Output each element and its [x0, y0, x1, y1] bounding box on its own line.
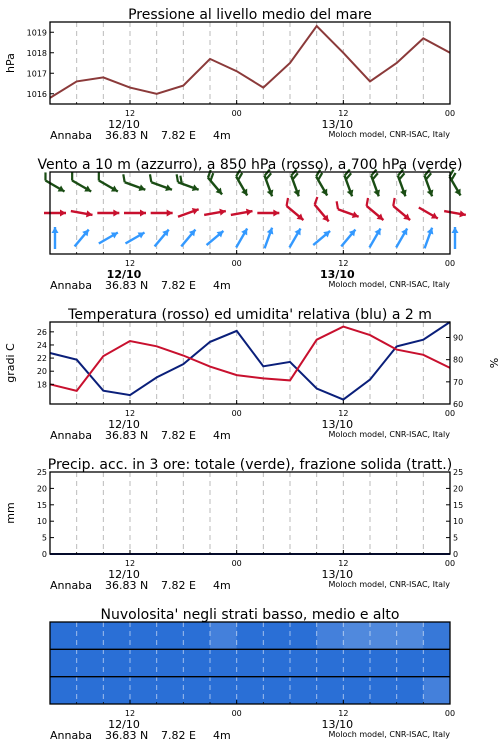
wind-barb: [97, 229, 120, 246]
x-tick-label: 00: [231, 559, 242, 568]
y-tick-label-right: 5: [453, 533, 459, 543]
y-axis-label: hPa: [4, 53, 17, 73]
station-lon: 7.82 E: [161, 129, 196, 142]
station-name: Annaba: [50, 279, 92, 292]
wind-barb: [340, 170, 359, 198]
y-tick-label: 22: [36, 354, 47, 364]
cloud-cell: [397, 649, 424, 677]
barb-head: [273, 210, 279, 217]
cloud-cell: [370, 622, 397, 650]
chart-title: Temperatura (rosso) ed umidita' relativa (blu) a 2 m: [68, 307, 432, 323]
pressure-line: [50, 26, 450, 98]
barb-head: [294, 227, 303, 236]
model-credit: Moloch model, CNR-ISAC, Italy: [328, 580, 450, 589]
station-lon: 7.82 E: [161, 729, 196, 742]
x-tick-label: 00: [231, 259, 242, 268]
model-credit: Moloch model, CNR-ISAC, Italy: [328, 730, 450, 739]
model-credit: Moloch model, CNR-ISAC, Italy: [328, 280, 450, 289]
wind-barb: [311, 228, 332, 248]
y-tick-label: 1019: [26, 28, 47, 38]
cloud-cell: [50, 649, 77, 677]
barb-head: [140, 210, 146, 217]
wind-barb: [309, 197, 334, 224]
barb-head: [431, 212, 440, 221]
station-alt: 4m: [213, 429, 231, 442]
wind-barb: [67, 172, 95, 194]
y-tick-label: 1018: [26, 48, 47, 58]
y-tick-label-right: 25: [453, 468, 464, 477]
station-lat: 36.83 N: [105, 279, 149, 292]
cloud-cell: [237, 649, 264, 677]
cloud-cell: [77, 677, 104, 705]
x-tick-label: 00: [231, 109, 242, 118]
barb-feather: [312, 197, 320, 205]
station-name: Annaba: [50, 129, 92, 142]
barb-head: [84, 185, 93, 194]
x-tick-label: 12: [124, 559, 136, 568]
wind-barb: [204, 208, 227, 219]
x-tick-label: 12: [338, 109, 349, 118]
barb-feather: [42, 172, 49, 180]
wind-barb: [444, 208, 467, 219]
barb-head: [52, 227, 59, 233]
y-tick-label: 1016: [26, 89, 47, 99]
station-alt: 4m: [213, 279, 231, 292]
y-tick-label-right: 20: [453, 484, 464, 494]
wind-barb: [72, 227, 92, 248]
cloud-cell: [290, 677, 317, 705]
x-tick-label: 00: [231, 709, 242, 718]
station-name: Annaba: [50, 729, 92, 742]
station-lon: 7.82 E: [161, 429, 196, 442]
y-tick-label-right: 70: [453, 377, 464, 387]
y-tick-label: 24: [36, 340, 47, 350]
wind-barb: [393, 227, 410, 250]
barb-feather: [148, 174, 154, 182]
wind-barb: [287, 170, 306, 198]
y-tick-label: 5: [41, 533, 47, 543]
wind-barb: [366, 227, 383, 250]
barb-head: [241, 189, 250, 198]
wind-barb: [124, 210, 146, 217]
barb-head: [241, 227, 250, 236]
wind-barb: [230, 208, 253, 219]
wind-barb: [52, 227, 59, 249]
wind-barb: [44, 210, 66, 217]
station-lon: 7.82 E: [161, 279, 196, 292]
cloud-cell: [50, 622, 77, 650]
cloud-cell: [103, 649, 130, 677]
cloud-cell: [183, 677, 210, 705]
plot-frame: [50, 472, 450, 554]
cloud-cell: [130, 677, 157, 705]
wind-barb: [367, 170, 386, 198]
cloud-cell: [210, 677, 237, 705]
y-tick-label-right: 15: [453, 500, 464, 510]
y-tick-label: 20: [36, 484, 47, 494]
wind-barb: [281, 198, 308, 223]
barb-feather: [121, 174, 127, 182]
wind-barb: [286, 227, 303, 250]
station-alt: 4m: [213, 729, 231, 742]
plot-frame: [50, 22, 450, 104]
barb-head: [138, 229, 147, 238]
barb-head: [58, 185, 67, 194]
cloud-cell: [423, 622, 450, 650]
cloud-cell: [130, 622, 157, 650]
wind-barb: [94, 172, 122, 194]
barb-head: [452, 227, 459, 233]
wind-barb: [179, 227, 199, 248]
cloud-cell: [290, 622, 317, 650]
cloud-cell: [237, 622, 264, 650]
station-alt: 4m: [213, 579, 231, 592]
y-tick-label-right: 0: [453, 550, 459, 559]
wind-barb: [339, 227, 359, 248]
wind-barb: [120, 174, 148, 193]
y-tick-label: 25: [36, 468, 47, 477]
station-alt: 4m: [213, 129, 231, 142]
station-name: Annaba: [50, 579, 92, 592]
cloud-cell: [157, 649, 184, 677]
cloud-cell: [343, 677, 370, 705]
cloud-cell: [130, 649, 157, 677]
wind-barb: [204, 228, 225, 248]
wind-barb: [444, 170, 466, 198]
wind-barb: [393, 170, 412, 198]
barb-head: [111, 185, 120, 194]
y-tick-label-right: 80: [453, 355, 464, 365]
cloud-cell: [317, 622, 344, 650]
y-tick-label-right: 90: [453, 333, 464, 343]
y-tick-label: 15: [36, 500, 47, 510]
date-label: 12/10: [108, 418, 140, 431]
wind-barb: [177, 206, 200, 220]
station-lat: 36.83 N: [105, 129, 149, 142]
cloud-cell: [183, 622, 210, 650]
barb-feather: [95, 172, 102, 180]
barb-head: [60, 210, 66, 217]
wind-barb: [452, 227, 459, 249]
date-label: 12/10: [108, 568, 140, 581]
wind-barb: [70, 208, 93, 219]
wind-barb: [173, 174, 201, 193]
y-axis-label: gradi C: [4, 343, 17, 383]
cloud-cell: [397, 677, 424, 705]
station-lat: 36.83 N: [105, 429, 149, 442]
date-label: 13/10: [321, 568, 354, 581]
date-label: 13/10: [321, 118, 354, 131]
wind-panel: [37, 157, 466, 292]
x-tick-label: 00: [231, 409, 242, 418]
x-tick-label: 12: [124, 409, 136, 418]
cloud-cell: [157, 677, 184, 705]
wind-barb: [420, 170, 439, 198]
cloud-cell: [370, 649, 397, 677]
date-label: 13/10: [321, 418, 354, 431]
barb-head: [321, 189, 330, 198]
y-axis-label-right: %: [487, 357, 500, 369]
chart-title: Nuvolosita' negli strati basso, medio e alto: [100, 607, 400, 623]
y-tick-label: 10: [36, 517, 47, 527]
temp-humidity-panel: [4, 307, 500, 442]
cloud-cell: [157, 622, 184, 650]
x-tick-label: 12: [124, 709, 136, 718]
y-tick-label: 18: [36, 380, 47, 390]
wind-barb: [311, 170, 333, 198]
barb-feather: [174, 174, 180, 182]
x-tick-label: 12: [124, 259, 136, 268]
x-tick-label: 12: [338, 409, 349, 418]
station-lat: 36.83 N: [105, 579, 149, 592]
y-tick-label-right: 10: [453, 517, 464, 527]
wind-barb: [146, 174, 174, 193]
station-lat: 36.83 N: [105, 729, 149, 742]
cloud-cell: [290, 649, 317, 677]
station-lon: 7.82 E: [161, 579, 196, 592]
date-label: 12/10: [108, 118, 140, 131]
x-tick-label: 12: [338, 259, 349, 268]
precip-panel: [4, 457, 463, 592]
wind-barb: [40, 172, 68, 194]
cloud-cell: [423, 677, 450, 705]
y-tick-label: 20: [36, 367, 47, 377]
cloud-cell: [103, 622, 130, 650]
model-credit: Moloch model, CNR-ISAC, Italy: [328, 430, 450, 439]
cloud-cell: [103, 677, 130, 705]
wind-barb: [231, 170, 253, 198]
barb-head: [454, 189, 463, 198]
cloud-cell: [183, 649, 210, 677]
model-credit: Moloch model, CNR-ISAC, Italy: [328, 130, 450, 139]
cloud-cell: [317, 677, 344, 705]
x-tick-label: 00: [444, 259, 456, 268]
y-tick-label: 1017: [26, 69, 47, 79]
wind-barb: [388, 198, 415, 223]
humidity-line: [50, 322, 450, 400]
date-label: 13/10: [320, 268, 355, 281]
cloud-cell: [343, 649, 370, 677]
cloud-cell: [263, 677, 290, 705]
barb-head: [401, 227, 410, 236]
cloud-cell: [210, 622, 237, 650]
y-tick-label: 26: [36, 327, 47, 337]
barb-feather: [69, 172, 76, 180]
wind-barb: [233, 227, 250, 250]
barb-head: [167, 210, 173, 217]
barb-head: [113, 210, 119, 217]
cloud-cell: [370, 677, 397, 705]
chart-title: Precip. acc. in 3 ore: totale (verde), frazione solida (tratt.): [47, 457, 453, 473]
cloud-cell: [77, 649, 104, 677]
cloud-cell: [237, 677, 264, 705]
y-tick-label: 0: [41, 550, 47, 559]
x-tick-label: 00: [444, 709, 456, 718]
wind-barb: [151, 210, 173, 217]
wind-barb: [203, 170, 228, 197]
wind-barb: [260, 170, 279, 198]
chart-title: Vento a 10 m (azzurro), a 850 hPa (rosso), a 700 hPa (verde): [37, 157, 463, 173]
x-tick-label: 12: [338, 709, 349, 718]
wind-barb: [361, 198, 388, 223]
cloud-cell: [263, 649, 290, 677]
x-tick-label: 00: [444, 409, 456, 418]
cloud-cell: [263, 622, 290, 650]
pressure-panel: [4, 7, 455, 142]
cloud-cell: [210, 649, 237, 677]
barb-head: [111, 229, 120, 238]
cloud-cell: [50, 677, 77, 705]
temperature-line: [50, 327, 450, 391]
x-tick-label: 00: [444, 109, 456, 118]
date-label: 12/10: [106, 268, 142, 281]
wind-barb: [257, 210, 279, 217]
station-name: Annaba: [50, 429, 92, 442]
y-axis-label: mm: [4, 502, 17, 524]
barb-feather: [334, 201, 340, 209]
cloud-cell: [343, 622, 370, 650]
cloud-panel: [50, 607, 455, 742]
y-tick-label-right: 60: [453, 400, 464, 409]
cloud-cell: [423, 649, 450, 677]
date-label: 13/10: [321, 718, 354, 731]
cloud-cell: [397, 622, 424, 650]
chart-title: Pressione al livello medio del mare: [128, 7, 372, 23]
cloud-cell: [317, 649, 344, 677]
wind-barb: [417, 204, 440, 221]
wind-barb: [97, 210, 119, 217]
barb-head: [374, 227, 383, 236]
wind-barb: [333, 201, 361, 220]
cloud-cell: [77, 622, 104, 650]
x-tick-label: 12: [338, 559, 349, 568]
wind-barb: [124, 229, 147, 246]
x-tick-label: 00: [444, 559, 456, 568]
x-tick-label: 12: [124, 109, 136, 118]
wind-barb: [152, 227, 172, 248]
date-label: 12/10: [108, 718, 140, 731]
